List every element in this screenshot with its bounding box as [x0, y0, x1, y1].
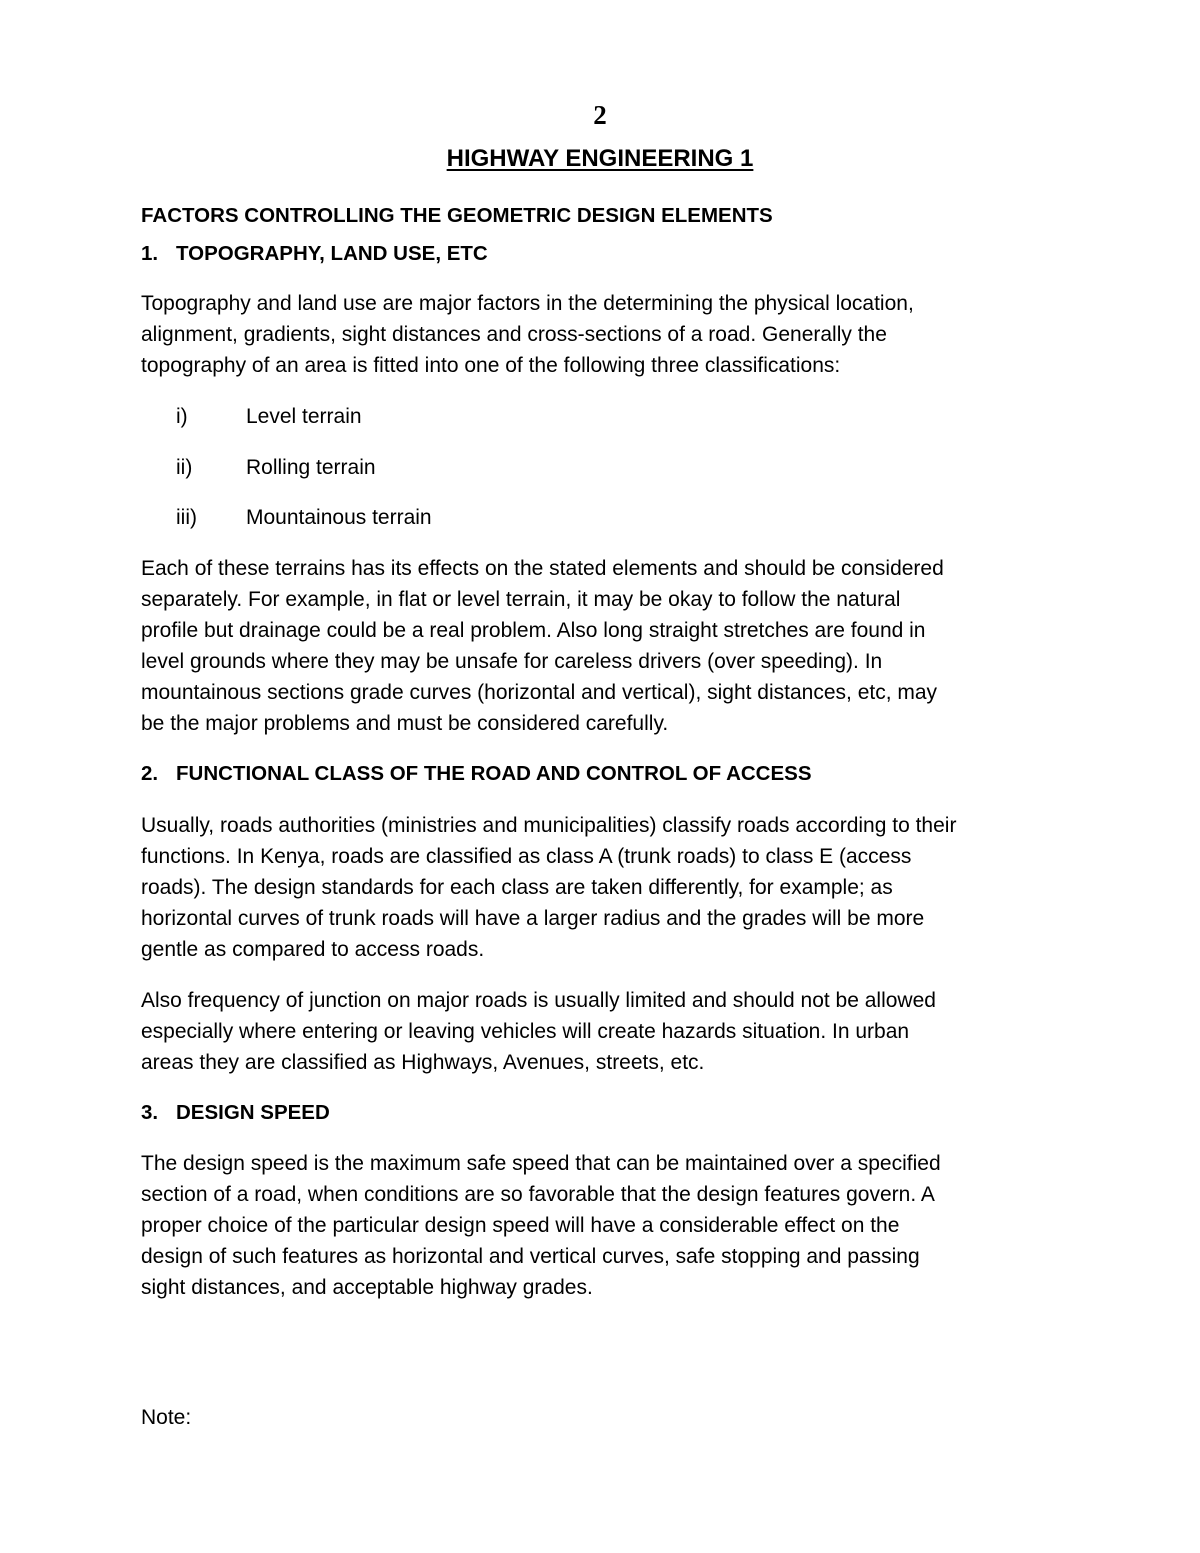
paragraph-line: sight distances, and acceptable highway grades. [141, 1276, 593, 1299]
paragraph-line: gentle as compared to access roads. [141, 938, 485, 961]
paragraph-line: roads). The design standards for each class are taken differently, for example; as [141, 876, 893, 899]
paragraph-line: especially where entering or leaving vehicles will create hazards situation. In urban [141, 1020, 910, 1043]
paragraph-line: section of a road, when conditions are so favorable that the design features govern. A [141, 1183, 935, 1206]
section-2-paragraph-1 [141, 810, 1071, 965]
paragraph-line: Each of these terrains has its effects on the stated elements and should be considered [141, 557, 944, 580]
terrain-list-item [176, 402, 362, 432]
paragraph-line: design of such features as horizontal and vertical curves, safe stopping and passing [141, 1245, 920, 1268]
paragraph-line: be the major problems and must be considered carefully. [141, 712, 669, 735]
section-3-title: DESIGN SPEED [176, 1101, 330, 1124]
paragraph-line: profile but drainage could be a real problem. Also long straight stretches are found in [141, 619, 926, 642]
list-item-text: Level terrain [246, 405, 362, 428]
main-heading: FACTORS CONTROLLING THE GEOMETRIC DESIGN ELEMENTS [141, 204, 773, 227]
page-number: 2 [593, 100, 607, 130]
list-marker: i) [176, 405, 188, 428]
paragraph-line: Topography and land use are major factors in the determining the physical location, [141, 292, 914, 315]
paragraph-line: The design speed is the maximum safe speed that can be maintained over a specified [141, 1152, 941, 1175]
paragraph-line: horizontal curves of trunk roads will have a larger radius and the grades will be more [141, 907, 925, 930]
terrain-list-item [176, 453, 376, 483]
section-3-paragraph [141, 1148, 1071, 1303]
section-1-intro-paragraph [141, 288, 1071, 381]
section-2-number: 2. [141, 762, 159, 785]
list-item-text: Rolling terrain [246, 456, 376, 479]
paragraph-line: proper choice of the particular design speed will have a considerable effect on the [141, 1214, 900, 1237]
paragraph-line: areas they are classified as Highways, Avenues, streets, etc. [141, 1051, 705, 1074]
paragraph-line: mountainous sections grade curves (horizontal and vertical), sight distances, etc, may [141, 681, 938, 704]
list-marker: ii) [176, 456, 193, 479]
section-2-heading [141, 759, 812, 789]
paragraph-line: Usually, roads authorities (ministries and municipalities) classify roads according to their [141, 814, 957, 837]
list-marker: iii) [176, 506, 197, 529]
section-2-title: FUNCTIONAL CLASS OF THE ROAD AND CONTROL OF ACCESS [176, 762, 812, 785]
paragraph-line: alignment, gradients, sight distances and cross-sections of a road. Generally the [141, 323, 887, 346]
paragraph-line: separately. For example, in flat or level terrain, it may be okay to follow the natural [141, 588, 901, 611]
document-title: HIGHWAY ENGINEERING 1 [446, 145, 754, 172]
section-1-title: TOPOGRAPHY, LAND USE, ETC [176, 242, 488, 265]
note-label: Note: [141, 1406, 192, 1429]
terrain-list-item [176, 503, 432, 533]
section-1-number: 1. [141, 242, 159, 265]
section-2-paragraph-2 [141, 985, 1071, 1078]
section-3-number: 3. [141, 1101, 159, 1124]
paragraph-line: Also frequency of junction on major roads is usually limited and should not be allowed [141, 989, 936, 1012]
section-1-body-paragraph [141, 553, 1071, 739]
paragraph-line: level grounds where they may be unsafe for careless drivers (over speeding). In [141, 650, 883, 673]
paragraph-line: functions. In Kenya, roads are classified as class A (trunk roads) to class E (access [141, 845, 912, 868]
section-3-heading [141, 1098, 330, 1128]
paragraph-line: topography of an area is fitted into one of the following three classifications: [141, 354, 841, 377]
list-item-text: Mountainous terrain [246, 506, 432, 529]
section-1-heading [141, 239, 488, 269]
